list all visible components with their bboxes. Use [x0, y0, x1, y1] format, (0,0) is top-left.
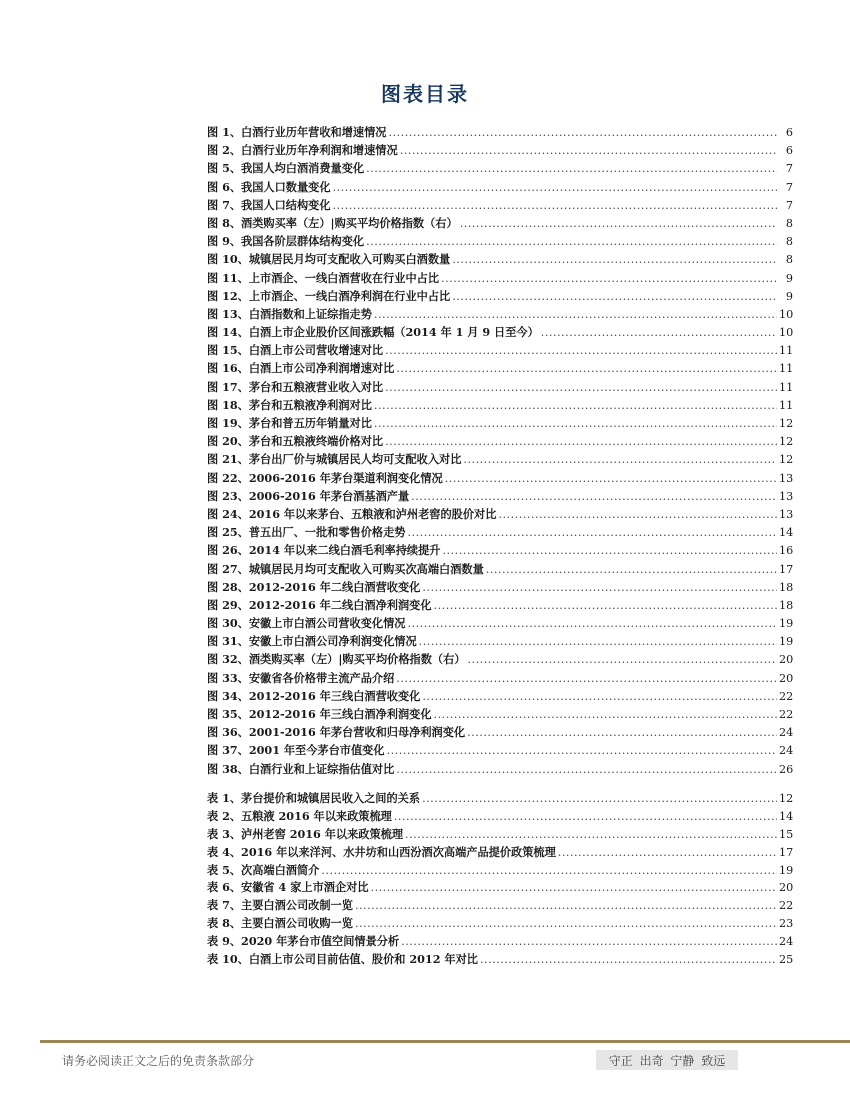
- toc-figure-entry[interactable]: [207, 524, 793, 542]
- entry-page-number: 10: [779, 307, 794, 321]
- toc-table-entry[interactable]: [207, 951, 793, 969]
- entry-label: 图 25、普五出厂、一批和零售价格走势: [207, 525, 406, 540]
- entry-page-number: 18: [779, 580, 794, 594]
- dot-leader: [401, 935, 777, 948]
- toc-figure-entry[interactable]: [207, 579, 793, 597]
- dot-leader: [400, 144, 777, 157]
- toc-figure-entry[interactable]: [207, 215, 793, 233]
- entry-page-number: 13: [779, 489, 794, 503]
- toc-figure-entry[interactable]: [207, 306, 793, 324]
- dot-leader: [407, 617, 777, 630]
- dot-leader: [434, 708, 777, 721]
- entry-label: 图 6、我国人口数量变化: [207, 179, 331, 194]
- entry-page-number: 26: [779, 762, 794, 776]
- dot-leader: [467, 726, 777, 739]
- entry-label: 图 5、我国人均白酒消费量变化: [207, 161, 365, 176]
- entry-page-number: 12: [779, 435, 794, 449]
- dot-leader: [394, 810, 777, 823]
- entry-page-number: 20: [779, 881, 794, 895]
- toc-table-entry[interactable]: [207, 862, 793, 880]
- dot-leader: [385, 435, 777, 448]
- entry-label: 图 37、2001 年至今茅台市值变化: [207, 743, 385, 758]
- dot-leader: [396, 362, 777, 375]
- entry-page-number: 9: [785, 271, 793, 285]
- dot-leader: [422, 581, 777, 594]
- dot-leader: [374, 308, 777, 321]
- entry-label: 图 17、茅台和五粮液营业收入对比: [207, 379, 384, 394]
- entry-label: 图 30、安徽上市白酒公司营收变化情况: [207, 616, 406, 631]
- entry-label: 图 27、城镇居民月均可支配收入可购买次高端白酒数量: [207, 561, 484, 576]
- toc-figure-entry[interactable]: [207, 379, 793, 397]
- dot-leader: [419, 635, 777, 648]
- entry-page-number: 11: [779, 362, 794, 376]
- entry-page-number: 16: [779, 544, 794, 558]
- toc-figure-entry[interactable]: [207, 615, 793, 633]
- footer-divider: [40, 1040, 850, 1043]
- entry-label: 表 10、白酒上市公司目前估值、股价和 2012 年对比: [207, 952, 478, 967]
- dot-leader: [389, 126, 778, 139]
- toc-figure-entry[interactable]: [207, 561, 793, 579]
- entry-page-number: 11: [779, 380, 794, 394]
- toc-figure-entry[interactable]: [207, 506, 793, 524]
- toc-figure-entry[interactable]: [207, 433, 793, 451]
- toc-figure-entry[interactable]: [207, 688, 793, 706]
- dot-leader: [396, 672, 777, 685]
- entry-page-number: 24: [779, 726, 794, 740]
- dot-leader: [366, 162, 777, 175]
- entry-label: 表 9、2020 年茅台市值空间情景分析: [207, 934, 400, 949]
- dot-leader: [411, 490, 777, 503]
- entry-label: 表 2、五粮液 2016 年以来政策梳理: [207, 808, 392, 823]
- toc-figure-entry[interactable]: [207, 342, 793, 360]
- entry-label: 图 32、酒类购买率（左）|购买平均价格指数（右）: [207, 652, 466, 667]
- entry-label: 图 22、2006-2016 年茅台渠道利润变化情况: [207, 470, 443, 485]
- toc-figure-entry[interactable]: [207, 415, 793, 433]
- dot-leader: [467, 653, 777, 666]
- toc-figure-entry[interactable]: [207, 288, 793, 306]
- entry-page-number: 14: [779, 809, 794, 823]
- entry-page-number: 11: [779, 398, 794, 412]
- toc-figure-entry[interactable]: [207, 451, 793, 469]
- entry-label: 表 6、安徽省 4 家上市酒企对比: [207, 880, 369, 895]
- entry-label: 图 20、茅台和五粮液终端价格对比: [207, 434, 384, 449]
- entry-page-number: 20: [779, 671, 794, 685]
- toc-table-entry[interactable]: [207, 808, 793, 826]
- dot-leader: [385, 344, 777, 357]
- entry-label: 图 31、安徽上市白酒公司净利润变化情况: [207, 634, 417, 649]
- dot-leader: [422, 792, 777, 805]
- entry-page-number: 19: [779, 863, 794, 877]
- entry-label: 图 8、酒类购买率（左）|购买平均价格指数（右）: [207, 215, 458, 230]
- toc-figure-entry[interactable]: [207, 542, 793, 560]
- entry-label: 图 2、白酒行业历年净利润和增速情况: [207, 143, 398, 158]
- dot-leader: [443, 544, 778, 557]
- entry-label: 图 13、白酒指数和上证综指走势: [207, 306, 372, 321]
- dot-leader: [355, 917, 777, 930]
- entry-page-number: 8: [785, 253, 793, 267]
- dot-leader: [385, 381, 777, 394]
- entry-label: 图 1、白酒行业历年营收和增速情况: [207, 125, 387, 139]
- dot-leader: [498, 508, 777, 521]
- dot-leader: [374, 399, 777, 412]
- dot-leader: [463, 453, 777, 466]
- entry-label: 图 24、2016 年以来茅台、五粮液和泸州老窖的股价对比: [207, 506, 497, 521]
- toc-table-entry[interactable]: [207, 879, 793, 897]
- entry-label: 图 9、我国各阶层群体结构变化: [207, 234, 365, 249]
- entry-label: 图 29、2012-2016 年二线白酒净利润变化: [207, 597, 432, 612]
- dot-leader: [460, 217, 777, 230]
- toc-figure-entry[interactable]: [207, 470, 793, 488]
- dot-leader: [321, 864, 777, 877]
- footer-motto: 守正 出奇 宁静 致远: [596, 1050, 738, 1070]
- entry-label: 图 38、白酒行业和上证综指估值对比: [207, 761, 395, 776]
- dot-leader: [486, 563, 777, 576]
- dot-leader: [422, 690, 777, 703]
- entry-label: 图 15、白酒上市公司营收增速对比: [207, 343, 384, 358]
- entry-page-number: 24: [779, 744, 794, 758]
- toc-figure-entry[interactable]: [207, 706, 793, 724]
- dot-leader: [405, 828, 777, 841]
- dot-leader: [387, 744, 777, 757]
- entry-label: 图 35、2012-2016 年三线白酒净利润变化: [207, 707, 432, 721]
- entry-label: 图 19、茅台和普五历年销量对比: [207, 416, 372, 430]
- toc-figure-entry[interactable]: [207, 724, 793, 742]
- footer-disclaimer: 请务必阅读正文之后的免责条款部分: [62, 1054, 255, 1068]
- entry-page-number: 9: [785, 289, 793, 303]
- toc-figure-entry[interactable]: [207, 197, 793, 215]
- table-list: [207, 790, 793, 969]
- entry-page-number: 10: [779, 326, 794, 340]
- toc-figure-entry[interactable]: [207, 651, 793, 669]
- entry-label: 图 10、城镇居民月均可支配收入可购买白酒数量: [207, 252, 451, 267]
- entry-label: 图 18、茅台和五粮液净利润对比: [207, 397, 372, 412]
- toc-figure-entry[interactable]: [207, 233, 793, 251]
- toc-table-entry[interactable]: [207, 790, 793, 808]
- entry-page-number: 6: [785, 126, 793, 139]
- toc-figure-entry[interactable]: [207, 179, 793, 197]
- toc-figure-entry[interactable]: [207, 742, 793, 760]
- entry-page-number: 12: [779, 417, 794, 430]
- dot-leader: [445, 472, 777, 485]
- dot-leader: [558, 846, 777, 859]
- dot-leader: [434, 599, 777, 612]
- entry-page-number: 18: [779, 598, 794, 612]
- entry-page-number: 23: [779, 917, 794, 931]
- dot-leader: [371, 881, 777, 894]
- entry-label: 图 34、2012-2016 年三线白酒营收变化: [207, 688, 421, 703]
- entry-label: 表 1、茅台提价和城镇居民收入之间的关系: [207, 791, 421, 805]
- toc-figure-entry[interactable]: [207, 324, 793, 342]
- entry-page-number: 17: [779, 845, 794, 859]
- entry-page-number: 14: [779, 526, 794, 540]
- entry-label: 图 14、白酒上市企业股价区间涨跌幅（2014 年 1 月 9 日至今）: [207, 325, 539, 340]
- entry-label: 图 36、2001-2016 年茅台营收和归母净利润变化: [207, 725, 466, 740]
- dot-leader: [480, 953, 777, 966]
- toc-figure-entry[interactable]: [207, 360, 793, 378]
- toc-figure-entry[interactable]: [207, 761, 793, 779]
- toc-table-entry[interactable]: [207, 915, 793, 933]
- entry-page-number: 24: [779, 935, 794, 949]
- entry-page-number: 13: [779, 471, 794, 485]
- entry-page-number: 17: [779, 562, 794, 576]
- toc-table-entry[interactable]: [207, 826, 793, 844]
- toc-figure-entry[interactable]: [207, 633, 793, 651]
- toc-figure-entry[interactable]: [207, 160, 793, 178]
- dot-leader: [396, 763, 777, 776]
- entry-label: 图 12、上市酒企、一线白酒净利润在行业中占比: [207, 288, 451, 303]
- toc-figure-entry[interactable]: [207, 124, 793, 142]
- entry-page-number: 7: [785, 162, 793, 176]
- entry-page-number: 12: [779, 453, 794, 467]
- entry-page-number: 22: [779, 899, 794, 913]
- toc-table-entry[interactable]: [207, 933, 793, 951]
- entry-label: 图 28、2012-2016 年二线白酒营收变化: [207, 579, 421, 594]
- page-title: 图表目录: [381, 82, 469, 106]
- entry-page-number: 19: [779, 635, 794, 649]
- toc-figure-entry[interactable]: [207, 270, 793, 288]
- dot-leader: [441, 272, 777, 285]
- entry-page-number: 8: [785, 216, 793, 230]
- toc-figure-entry[interactable]: [207, 488, 793, 506]
- entry-page-number: 13: [779, 507, 794, 521]
- entry-label: 图 21、茅台出厂价与城镇居民人均可支配收入对比: [207, 452, 462, 467]
- entry-page-number: 19: [779, 617, 794, 631]
- dot-leader: [355, 899, 777, 912]
- entry-label: 图 11、上市酒企、一线白酒营收在行业中占比: [207, 270, 440, 285]
- entry-label: 图 33、安徽省各价格带主流产品介绍: [207, 670, 395, 685]
- dot-leader: [333, 199, 777, 212]
- entry-page-number: 15: [779, 827, 794, 841]
- toc-figure-entry[interactable]: [207, 670, 793, 688]
- entry-page-number: 25: [779, 953, 794, 967]
- entry-label: 表 8、主要白酒公司收购一览: [207, 916, 353, 931]
- toc-table-entry[interactable]: [207, 897, 793, 915]
- entry-page-number: 22: [779, 689, 794, 703]
- dot-leader: [452, 290, 777, 303]
- entry-label: 图 7、我国人口结构变化: [207, 197, 331, 212]
- figure-list: [207, 124, 793, 779]
- entry-label: 表 5、次高端白酒简介: [207, 862, 320, 877]
- entry-label: 表 4、2016 年以来洋河、水井坊和山西汾酒次高端产品提价政策梳理: [207, 844, 556, 859]
- entry-page-number: 8: [785, 235, 793, 249]
- entry-page-number: 7: [785, 198, 793, 212]
- dot-leader: [407, 526, 777, 539]
- entry-page-number: 7: [785, 180, 793, 194]
- dot-leader: [374, 417, 777, 430]
- dot-leader: [366, 235, 777, 248]
- entry-label: 图 16、白酒上市公司净利润增速对比: [207, 361, 395, 376]
- entry-label: 图 23、2006-2016 年茅台酒基酒产量: [207, 488, 410, 503]
- entry-label: 表 3、泸州老窖 2016 年以来政策梳理: [207, 826, 404, 841]
- dot-leader: [452, 253, 777, 266]
- entry-page-number: 20: [779, 653, 794, 667]
- toc-figure-entry[interactable]: [207, 142, 793, 160]
- toc-figure-entry[interactable]: [207, 251, 793, 269]
- toc-table-entry[interactable]: [207, 844, 793, 862]
- entry-page-number: 11: [779, 344, 794, 358]
- toc-figure-entry[interactable]: [207, 397, 793, 415]
- entry-label: 表 7、主要白酒公司改制一览: [207, 898, 353, 913]
- toc-figure-entry[interactable]: [207, 597, 793, 615]
- dot-leader: [333, 181, 777, 194]
- dot-leader: [541, 326, 777, 339]
- entry-page-number: 6: [785, 144, 793, 158]
- entry-label: 图 26、2014 年以来二线白酒毛利率持续提升: [207, 543, 441, 558]
- entry-page-number: 22: [779, 708, 794, 721]
- entry-page-number: 12: [779, 792, 794, 805]
